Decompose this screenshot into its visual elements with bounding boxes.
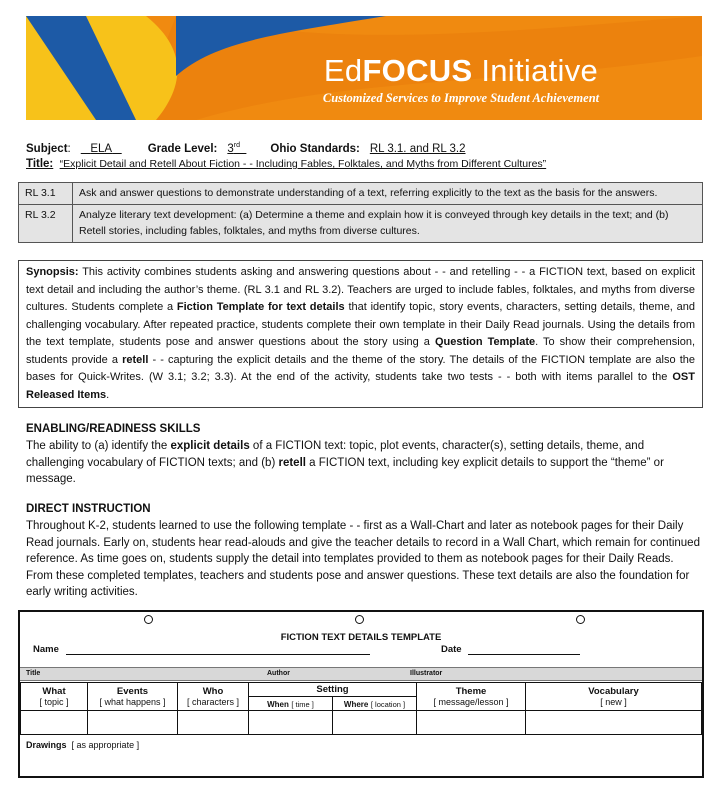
title-label: Title: <box>26 158 54 170</box>
standards-table <box>18 182 703 243</box>
subject-label: Subject <box>26 142 68 155</box>
edfocus-banner <box>26 16 702 120</box>
enabling-heading: ENABLING/READINESS SKILLS <box>26 423 201 435</box>
fiction-template <box>18 610 704 778</box>
date-line[interactable] <box>468 654 580 655</box>
name-label: Name <box>33 644 59 655</box>
standard-code: RL 3.1 <box>19 183 73 205</box>
cell-where[interactable] <box>333 711 417 735</box>
band-title-label: Title <box>26 670 41 677</box>
cell-theme[interactable] <box>417 711 526 735</box>
grade-label: Grade Level: <box>147 142 218 155</box>
standard-text: Analyze literary text development: (a) Determine a theme and explain how it is conveyed through key details in the text; and (b) Retell stories, including fables, folktales, and myths from diverse cultures. <box>73 205 703 243</box>
direct-instruction-heading: DIRECT INSTRUCTION <box>26 503 151 515</box>
band-illustrator-label: Illustrator <box>410 670 443 677</box>
title-author-illustrator-band <box>20 667 702 681</box>
grade-value: 3rd <box>227 142 240 155</box>
brand-tagline: Customized Services to Improve Student Achievement <box>322 91 600 105</box>
cell-who[interactable] <box>178 711 249 735</box>
synopsis-box: Synopsis: This activity combines students asking and answering questions about - - and retelling - - a FICTION text, based on explicit text detail and including the author’s theme. (RL 3.1 and RL 3.2). Teachers are urged to include fables, folktales, and myths from diverse cultures. Students complete a Fiction Template for text details that identify topic, story events, characters, setting details, theme, and challenging vocabulary. After repeated practice, students complete their own template in their Daily Read journals. Using the details from the text template, students pose and answer questions about the story using a Question Template. To show their comprehension, students provide a retell - - capturing the explicit details and the theme of the story. The details of the FICTION template are also the bases for Quick-Writes. (W 3.1; 3.2; 3.3). At the end of the activity, students take two tests - - both with items parallel to the OST Released Items. <box>18 260 703 408</box>
standard-code: RL 3.2 <box>19 205 73 243</box>
direct-instruction-paragraph: Throughout K-2, students learned to use the following template - - first as a Wall-Chart and later as notebook pages for their Daily Read journals. Early on, students hear read-alouds and give the teacher details to record in a Wall Chart, which remain for continued reference. As time goes on, students supply the detail into templates provided to them as notebook pages for their Daily Reads. From these completed templates, teachers and students pose and answer questions. These text details are also the foundation for early writing activities. <box>26 520 700 598</box>
standard-row <box>19 183 703 205</box>
meta-line: Subject: ELA Grade Level: 3rd Ohio Standards: RL 3.1. and RL 3.2 <box>26 142 466 155</box>
template-grid <box>20 682 702 735</box>
date-label: Date <box>441 644 462 655</box>
binder-hole <box>144 615 153 624</box>
cell-vocabulary[interactable] <box>526 711 702 735</box>
standard-row <box>19 205 703 243</box>
cell-events[interactable] <box>88 711 178 735</box>
col-who: Who [ characters ] <box>178 683 249 711</box>
enabling-paragraph: The ability to (a) identify the explicit details of a FICTION text: topic, plot events, character(s), setting details, theme, and challenging vocabulary of FICTION texts; and (b) retell a FICTION text, including key explicit details to support the “theme” or message. <box>26 440 664 485</box>
col-when: When [ time ] <box>249 697 333 711</box>
drawings-label: Drawings [ as appropriate ] <box>26 740 140 750</box>
binder-hole <box>355 615 364 624</box>
cell-when[interactable] <box>249 711 333 735</box>
band-author-label: Author <box>267 670 290 677</box>
template-entry-row <box>21 711 702 735</box>
col-theme: Theme [ message/lesson ] <box>417 683 526 711</box>
subject-value: ELA <box>90 142 113 155</box>
col-where: Where [ location ] <box>333 697 417 711</box>
standards-value: RL 3.1. and RL 3.2 <box>369 142 466 155</box>
standard-text: Ask and answer questions to demonstrate understanding of a text, referring explicitly to the text as the basis for the answers. <box>73 183 703 205</box>
template-title: FICTION TEXT DETAILS TEMPLATE <box>280 632 442 643</box>
standards-label: Ohio Standards: <box>270 142 360 155</box>
title-value: “Explicit Detail and Retell About Fiction - - Including Fables, Folktales, and Myths from Different Cultures” <box>59 158 547 170</box>
name-line[interactable] <box>66 654 370 655</box>
col-what: What [ topic ] <box>21 683 88 711</box>
col-setting: Setting <box>249 683 417 697</box>
synopsis-label: Synopsis: <box>26 266 79 278</box>
col-events: Events [ what happens ] <box>88 683 178 711</box>
col-vocabulary: Vocabulary [ new ] <box>526 683 702 711</box>
binder-hole <box>576 615 585 624</box>
brand-name: EdFOCUS Initiative <box>323 53 599 88</box>
title-line <box>26 158 546 170</box>
cell-what[interactable] <box>21 711 88 735</box>
